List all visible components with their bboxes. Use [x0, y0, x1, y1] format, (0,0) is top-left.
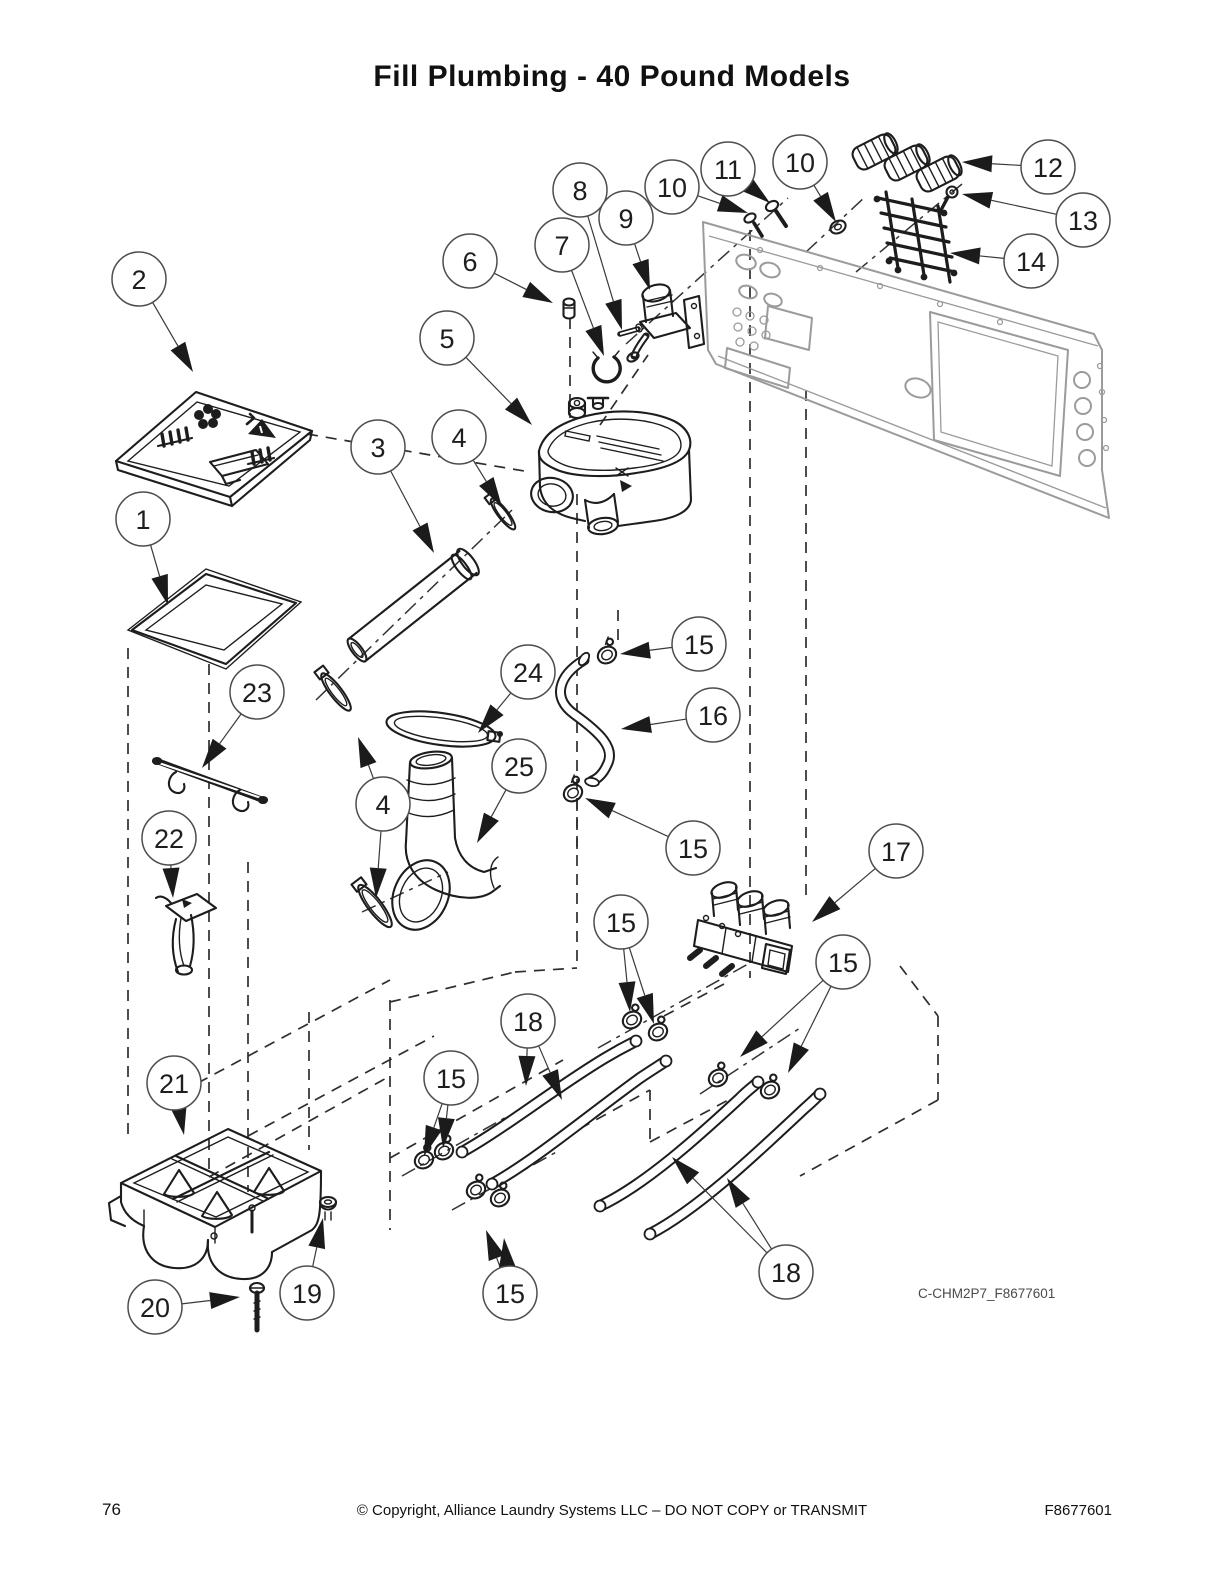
dispenser-lid	[116, 392, 312, 506]
callout-15	[620, 617, 726, 671]
callout-22	[142, 811, 196, 898]
callout-number: 12	[1032, 153, 1064, 183]
leader-line	[635, 244, 641, 262]
leader-line	[991, 200, 1056, 214]
leader-line	[624, 949, 627, 982]
leader-line	[650, 647, 672, 650]
leader-line	[814, 185, 821, 196]
leader-line	[698, 196, 720, 204]
callout-number: 15	[435, 1064, 467, 1094]
leader-line	[693, 1178, 767, 1253]
callout-number: 4	[451, 423, 467, 453]
callout-10	[773, 135, 836, 222]
leader-arrowhead	[209, 1292, 240, 1309]
leader-line	[539, 1046, 550, 1073]
callout-18	[501, 994, 562, 1100]
support-rod	[153, 758, 267, 811]
callout-number: 4	[375, 790, 391, 820]
thumbscrew-19	[320, 1197, 336, 1220]
callout-16	[621, 688, 740, 742]
diagram-code: C-CHM2P7_F8677601	[918, 1286, 1056, 1301]
single-valve	[626, 282, 704, 364]
callout-number: 15	[494, 1279, 526, 1309]
inlet-funnel	[156, 894, 216, 975]
callout-23	[202, 665, 284, 768]
callout-4	[432, 410, 502, 507]
leader-arrowhead	[171, 342, 193, 372]
callout-number: 20	[139, 1293, 171, 1323]
callout-17	[812, 824, 923, 922]
dispenser-tub	[109, 1129, 321, 1279]
leader-line	[391, 471, 420, 527]
leader-arrowhead	[632, 259, 650, 290]
leader-arrowhead	[812, 896, 840, 922]
callout-number: 19	[291, 1279, 323, 1309]
callout-number: 9	[618, 204, 634, 234]
inlet-valve-assembly	[690, 879, 792, 974]
callout-number: 25	[503, 752, 535, 782]
callout-number: 18	[770, 1258, 802, 1288]
callout-number: 15	[605, 908, 637, 938]
leader-arrowhead	[717, 195, 748, 213]
callout-12	[962, 140, 1075, 194]
page-title: Fill Plumbing - 40 Pound Models	[373, 60, 851, 93]
leader-arrowhead	[518, 1056, 535, 1086]
leader-line	[491, 790, 506, 817]
callout-layer	[112, 135, 1110, 1334]
plug-6	[564, 299, 575, 319]
leader-arrowhead	[412, 523, 434, 553]
callout-number: 23	[241, 678, 273, 708]
callout-3	[351, 420, 434, 553]
leader-arrowhead	[585, 798, 616, 818]
washer-10	[828, 218, 848, 236]
leader-line	[220, 714, 242, 744]
callout-25	[477, 739, 546, 843]
callout-number: 15	[677, 834, 709, 864]
callout-number: 15	[827, 948, 859, 978]
leader-line	[151, 545, 160, 576]
leader-arrowhead	[605, 299, 622, 330]
callout-24	[478, 645, 555, 733]
hose-clamp-4-upper	[485, 492, 519, 532]
s-hose-16	[561, 651, 610, 787]
callout-1	[116, 492, 170, 605]
callout-number: 6	[462, 247, 478, 277]
callout-7	[535, 218, 604, 356]
hose-couplings	[850, 130, 965, 194]
callout-number: 8	[572, 176, 588, 206]
leader-line	[497, 693, 511, 710]
callout-number: 17	[880, 837, 912, 867]
leader-arrowhead	[962, 192, 993, 209]
callout-9	[599, 191, 653, 290]
callout-number: 3	[370, 433, 386, 463]
mixing-tank	[528, 398, 691, 536]
leader-arrowhead	[151, 574, 168, 605]
hose-nipple-8	[620, 323, 643, 334]
leader-arrowhead	[727, 1178, 750, 1208]
leader-line	[446, 1105, 448, 1118]
footer-copyright: © Copyright, Alliance Laundry Systems LLC – DO NOT COPY or TRANSMIT	[356, 1502, 868, 1519]
footer-document-number: F8677601	[1044, 1502, 1112, 1519]
leader-line	[992, 164, 1021, 166]
callout-number: 1	[135, 505, 151, 535]
screw-20	[250, 1283, 264, 1330]
callout-15	[740, 935, 870, 1073]
callout-14	[950, 234, 1058, 288]
leader-arrowhead	[358, 737, 376, 768]
callout-number: 11	[713, 155, 743, 185]
leader-arrowhead	[962, 155, 992, 172]
leader-line	[378, 831, 381, 868]
leader-line	[762, 980, 823, 1036]
clamp-ring-24	[384, 706, 503, 753]
clamp-15-hose16-top	[591, 636, 621, 667]
callout-20	[128, 1280, 240, 1334]
leader-arrowhead	[813, 192, 836, 222]
callout-number: 24	[512, 658, 544, 688]
leader-line	[572, 270, 594, 328]
callout-5	[420, 311, 532, 425]
leader-line	[466, 357, 511, 403]
leader-arrowhead	[621, 716, 652, 733]
callout-15	[483, 1230, 537, 1320]
callout-number: 14	[1015, 247, 1047, 277]
callout-number: 16	[697, 701, 729, 731]
callout-15	[594, 895, 654, 1024]
callout-number: 2	[131, 265, 147, 295]
callout-number: 21	[158, 1069, 190, 1099]
leader-line	[801, 986, 831, 1046]
leader-line	[980, 256, 1004, 258]
callout-number: 13	[1067, 206, 1099, 236]
callout-11	[701, 142, 770, 203]
page-footer	[0, 1500, 1224, 1530]
leader-arrowhead	[163, 868, 180, 898]
leader-line	[368, 765, 373, 779]
leader-arrowhead	[585, 325, 604, 356]
callout-15	[585, 798, 720, 875]
leader-line	[651, 719, 687, 724]
callout-number: 18	[512, 1007, 544, 1037]
callout-number: 5	[439, 324, 455, 354]
leader-line	[153, 302, 178, 346]
callout-number: 10	[784, 148, 816, 178]
fill-hoses-18	[457, 1036, 826, 1240]
screw-fasteners	[743, 187, 958, 237]
leader-arrowhead	[522, 282, 553, 303]
clamp-15-hose16-bottom	[557, 774, 587, 805]
callout-number: 7	[554, 231, 570, 261]
leader-arrowhead	[477, 813, 499, 843]
hose-clamp-4-lower	[314, 666, 354, 714]
callout-18	[672, 1157, 813, 1299]
leader-line	[182, 1301, 210, 1304]
callout-21	[147, 1056, 201, 1135]
split-washer-7	[593, 351, 620, 382]
callout-number: 22	[153, 824, 185, 854]
elbow-25	[382, 749, 500, 939]
leader-arrowhead	[950, 247, 981, 264]
dispenser-gasket	[128, 569, 301, 669]
leader-arrowhead	[620, 642, 651, 659]
leader-line	[313, 1247, 317, 1266]
callout-number: 10	[656, 173, 688, 203]
callout-2	[112, 252, 193, 372]
leader-arrowhead	[788, 1042, 809, 1073]
footer-page-number: 76	[102, 1500, 121, 1519]
leader-line	[835, 868, 875, 902]
leader-arrowhead	[202, 739, 226, 768]
leader-line	[612, 811, 668, 837]
leader-line	[494, 273, 526, 289]
callout-number: 15	[683, 630, 715, 660]
